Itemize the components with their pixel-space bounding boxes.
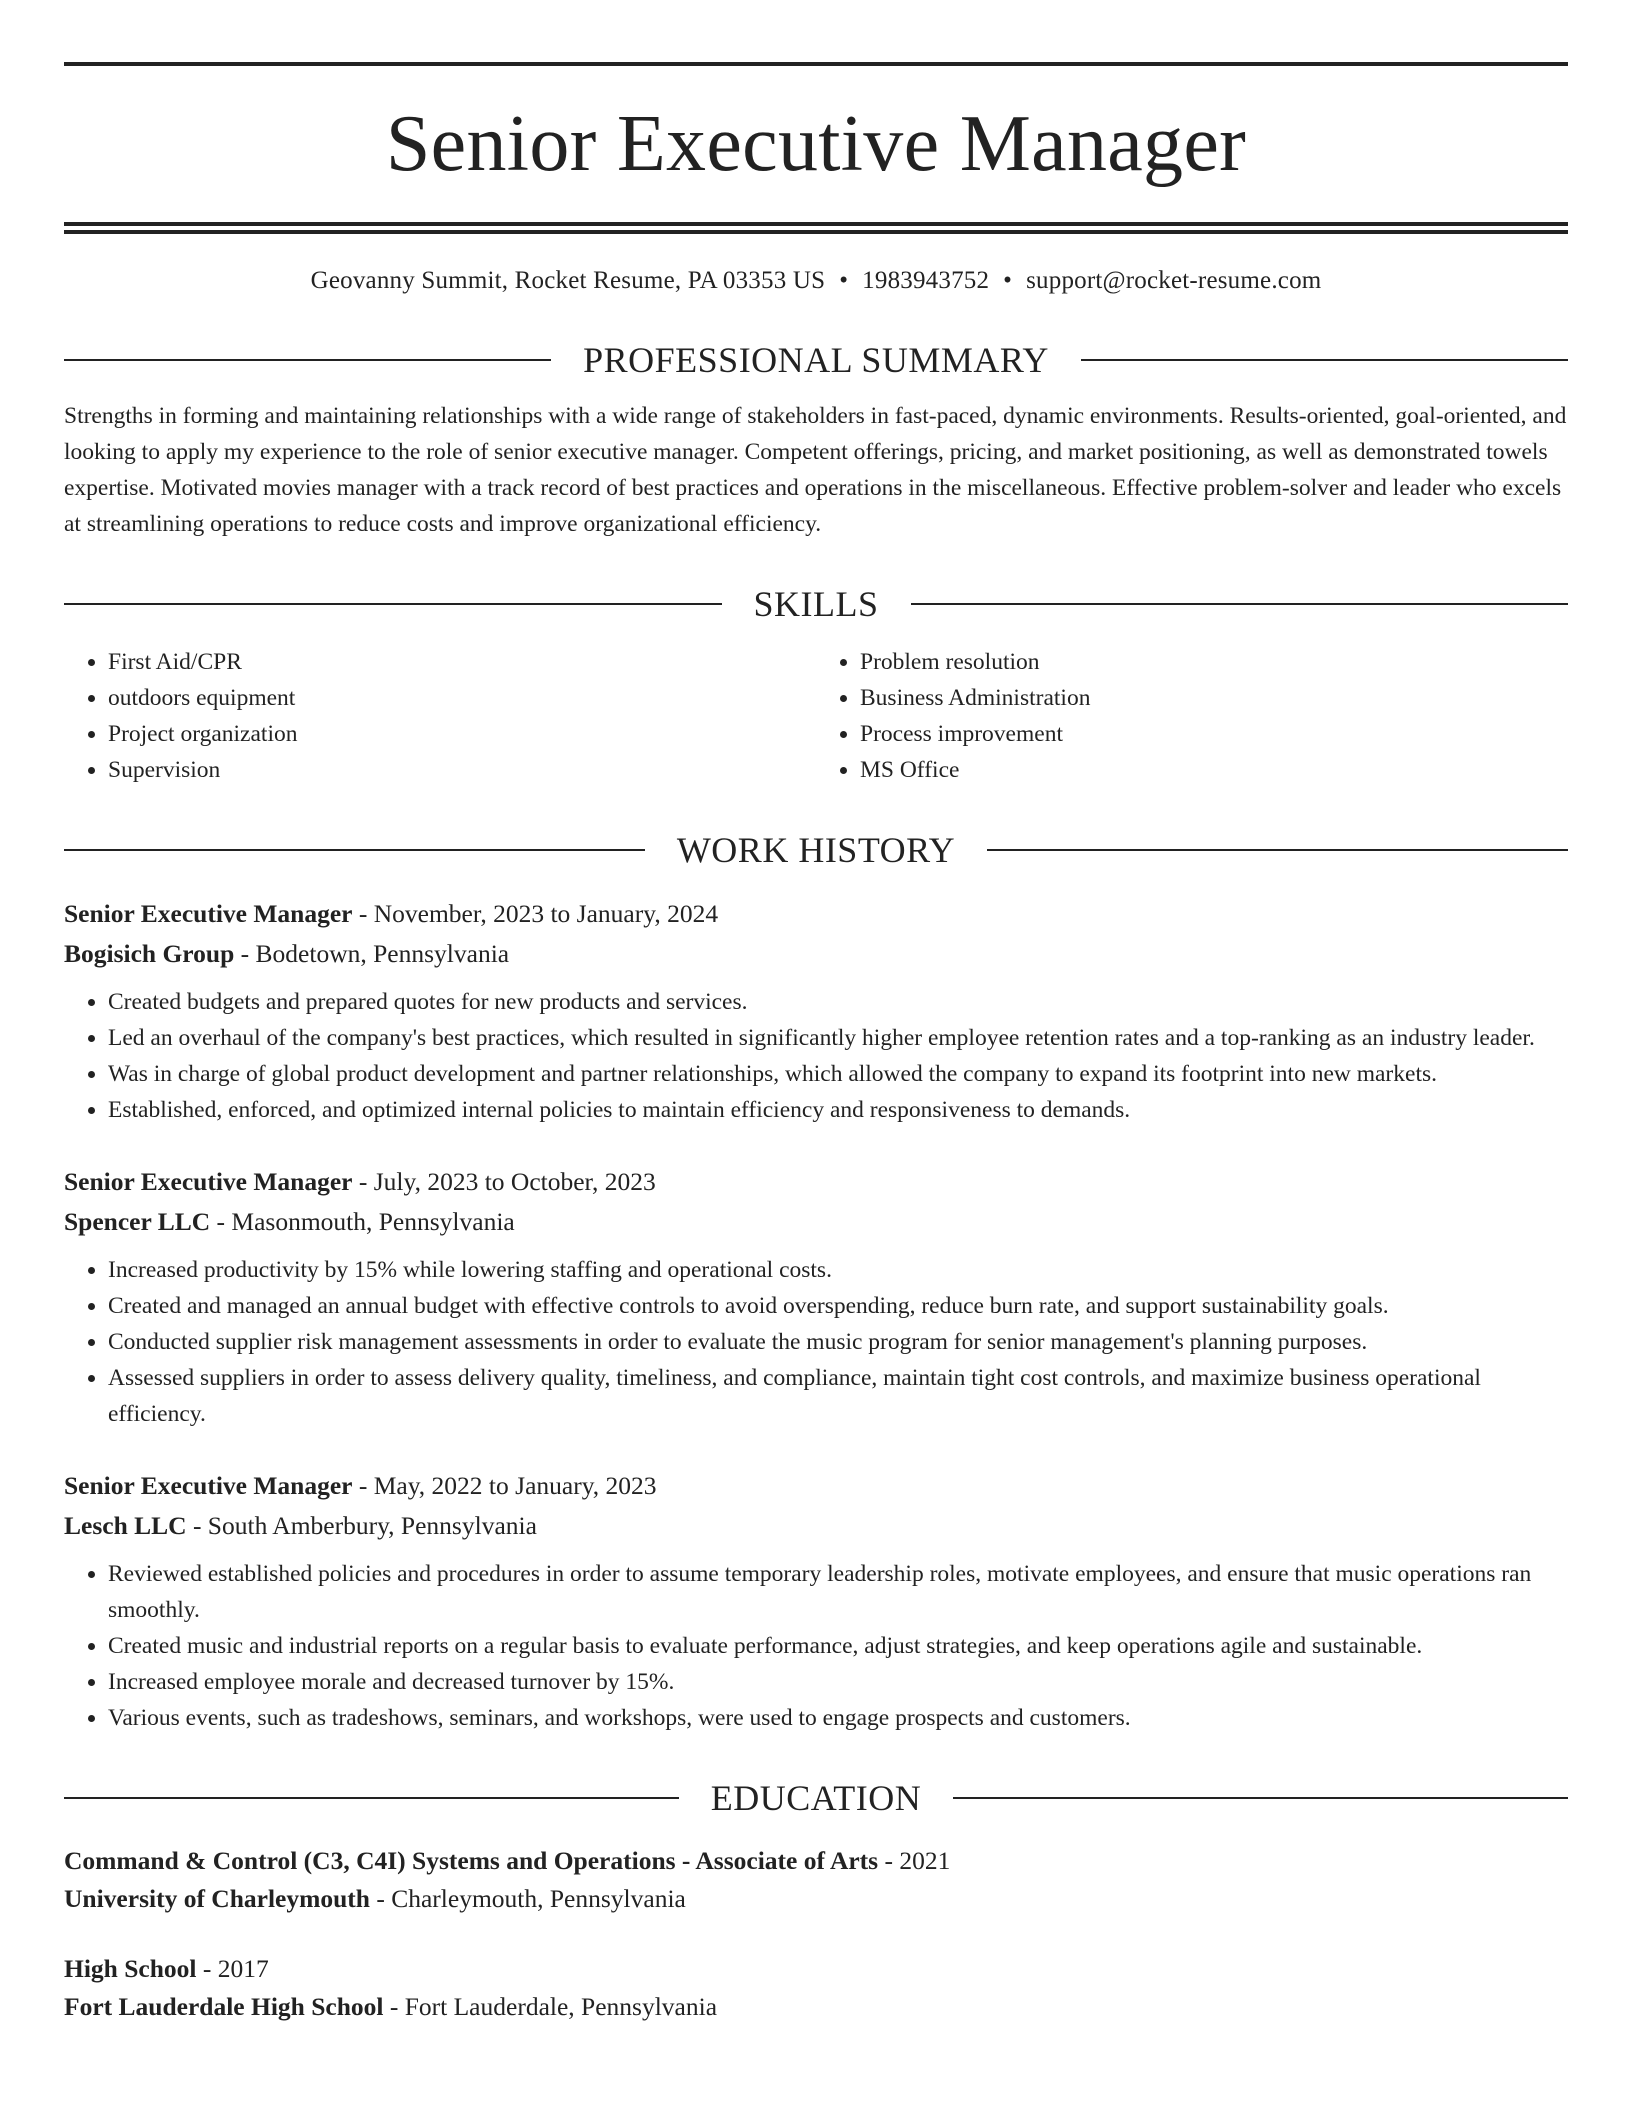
skill-item: • First Aid/CPR — [108, 644, 816, 680]
section-header-skills — [64, 582, 1568, 626]
job-title: Senior Executive Manager — [64, 899, 353, 928]
education-year: - 2017 — [196, 1954, 269, 1983]
job-company-line — [64, 934, 1568, 974]
education-entry — [64, 1842, 1568, 1918]
section-header-summary — [64, 338, 1568, 382]
section-rule-left — [64, 359, 551, 361]
education-degree: Command & Control (C3, C4I) Systems and Operations - Associate of Arts — [64, 1846, 879, 1875]
job-bullet: • Various events, such as tradeshows, seminars, and workshops, were used to engage prospects and customers. — [108, 1700, 1568, 1736]
job-bullet: • Created music and industrial reports on a regular basis to evaluate performance, adjust strategies, and keep operations agile and sustainable. — [108, 1628, 1568, 1664]
section-title-work: WORK HISTORY — [676, 830, 956, 870]
section-rule-right — [911, 603, 1569, 605]
section-rule-left — [64, 1797, 679, 1799]
job-bullet: • Increased employee morale and decreased turnover by 15%. — [108, 1664, 1568, 1700]
contact-email: support@rocket-resume.com — [1026, 267, 1322, 294]
contact-address: Geovanny Summit, Rocket Resume, PA 03353 US — [310, 267, 826, 294]
job-company: Lesch LLC — [64, 1511, 187, 1540]
job-bullet: • Increased productivity by 15% while lowering staffing and operational costs. — [108, 1252, 1568, 1288]
section-rule-right — [1081, 359, 1568, 361]
skills-column-left — [64, 644, 816, 788]
job-title: Senior Executive Manager — [64, 1167, 353, 1196]
job-title: Senior Executive Manager — [64, 1471, 353, 1500]
job-title-line — [64, 894, 1568, 934]
contact-phone: 1983943752 — [862, 267, 990, 294]
job-bullet: • Established, enforced, and optimized internal policies to maintain efficiency and responsiveness to demands. — [108, 1092, 1568, 1128]
summary-text: Strengths in forming and maintaining relationships with a wide range of stakeholders in fast-paced, dynamic environments. Results-oriented, goal-oriented, and looking to apply my experience to the role of senior executive manager. Competent offerings, pricing, and market positioning, as well as demonstrated towels expertise. Motivated movies manager with a track record of best practices and operations in the miscellaneous. Effective problem-solver and leader who excels at streamlining operations to reduce costs and improve organizational efficiency. — [64, 403, 1567, 537]
skill-item: • outdoors equipment — [108, 680, 816, 716]
job-bullet: • Reviewed established policies and procedures in order to assume temporary leadership roles, motivate employees, and ensure that music operations ran smoothly. — [108, 1556, 1568, 1628]
job-entry — [64, 894, 1568, 1128]
job-bullets — [64, 1556, 1568, 1736]
section-title-summary: PROFESSIONAL SUMMARY — [583, 340, 1049, 380]
job-dates: - May, 2022 to January, 2023 — [352, 1471, 657, 1500]
job-title-line — [64, 1466, 1568, 1506]
section-rule-left — [64, 849, 645, 851]
skill-item: • Project organization — [108, 716, 816, 752]
job-dates: - July, 2023 to October, 2023 — [352, 1167, 656, 1196]
skill-item: • Process improvement — [860, 716, 1568, 752]
job-title-line — [64, 1162, 1568, 1202]
job-bullet: • Led an overhaul of the company's best practices, which resulted in significantly higher employee retention rates and a top-ranking as an industry leader. — [108, 1020, 1568, 1056]
top-rule — [64, 62, 1568, 66]
section-rule-right — [987, 849, 1568, 851]
education-degree-line — [64, 1842, 1568, 1880]
job-bullet: • Was in charge of global product development and partner relationships, which allowed the company to expand its footprint into new markets. — [108, 1056, 1568, 1092]
skill-item: • Supervision — [108, 752, 816, 788]
section-title-education: EDUCATION — [710, 1778, 922, 1818]
job-bullets — [64, 984, 1568, 1128]
job-company: Spencer LLC — [64, 1207, 211, 1236]
education-entry — [64, 1950, 1568, 2026]
job-company-line — [64, 1506, 1568, 1546]
education-school: Fort Lauderdale High School — [64, 1992, 384, 2021]
section-rule-right — [953, 1797, 1568, 1799]
job-company-line — [64, 1202, 1568, 1242]
education-school: University of Charleymouth — [64, 1884, 370, 1913]
skills-column-right — [816, 644, 1568, 788]
section-header-education — [64, 1776, 1568, 1820]
education-location: - Fort Lauderdale, Pennsylvania — [383, 1992, 718, 2021]
skill-item: • Problem resolution — [860, 644, 1568, 680]
section-title-skills: SKILLS — [753, 584, 879, 624]
job-location: - Bodetown, Pennsylvania — [234, 939, 510, 968]
job-bullet: • Assessed suppliers in order to assess delivery quality, timeliness, and compliance, maintain tight cost controls, and maximize business operational efficiency. — [108, 1360, 1568, 1432]
skill-item: • MS Office — [860, 752, 1568, 788]
contact-separator: • — [1003, 267, 1013, 294]
skills-list — [64, 644, 1568, 788]
education-degree: High School — [64, 1954, 197, 1983]
education-year: - 2021 — [878, 1846, 951, 1875]
job-entry — [64, 1466, 1568, 1736]
contact-line — [64, 264, 1568, 298]
job-location: - South Amberbury, Pennsylvania — [186, 1511, 537, 1540]
skill-item: • Business Administration — [860, 680, 1568, 716]
job-entry — [64, 1162, 1568, 1432]
job-bullet: • Created budgets and prepared quotes for new products and services. — [108, 984, 1568, 1020]
section-rule-left — [64, 603, 722, 605]
education-location: - Charleymouth, Pennsylvania — [369, 1884, 686, 1913]
contact-separator: • — [839, 267, 849, 294]
job-location: - Masonmouth, Pennsylvania — [210, 1207, 515, 1236]
job-bullet: • Conducted supplier risk management assessments in order to evaluate the music program for senior management's planning purposes. — [108, 1324, 1568, 1360]
job-company: Bogisich Group — [64, 939, 235, 968]
resume-name-heading: Senior Executive Manager — [385, 100, 1247, 188]
header-double-rule — [64, 222, 1568, 234]
job-dates: - November, 2023 to January, 2024 — [352, 899, 719, 928]
education-school-line — [64, 1988, 1568, 2026]
education-degree-line — [64, 1950, 1568, 1988]
job-bullet: • Created and managed an annual budget with effective controls to avoid overspending, reduce burn rate, and support sustainability goals. — [108, 1288, 1568, 1324]
job-bullets — [64, 1252, 1568, 1432]
section-header-work — [64, 828, 1568, 872]
education-school-line — [64, 1880, 1568, 1918]
